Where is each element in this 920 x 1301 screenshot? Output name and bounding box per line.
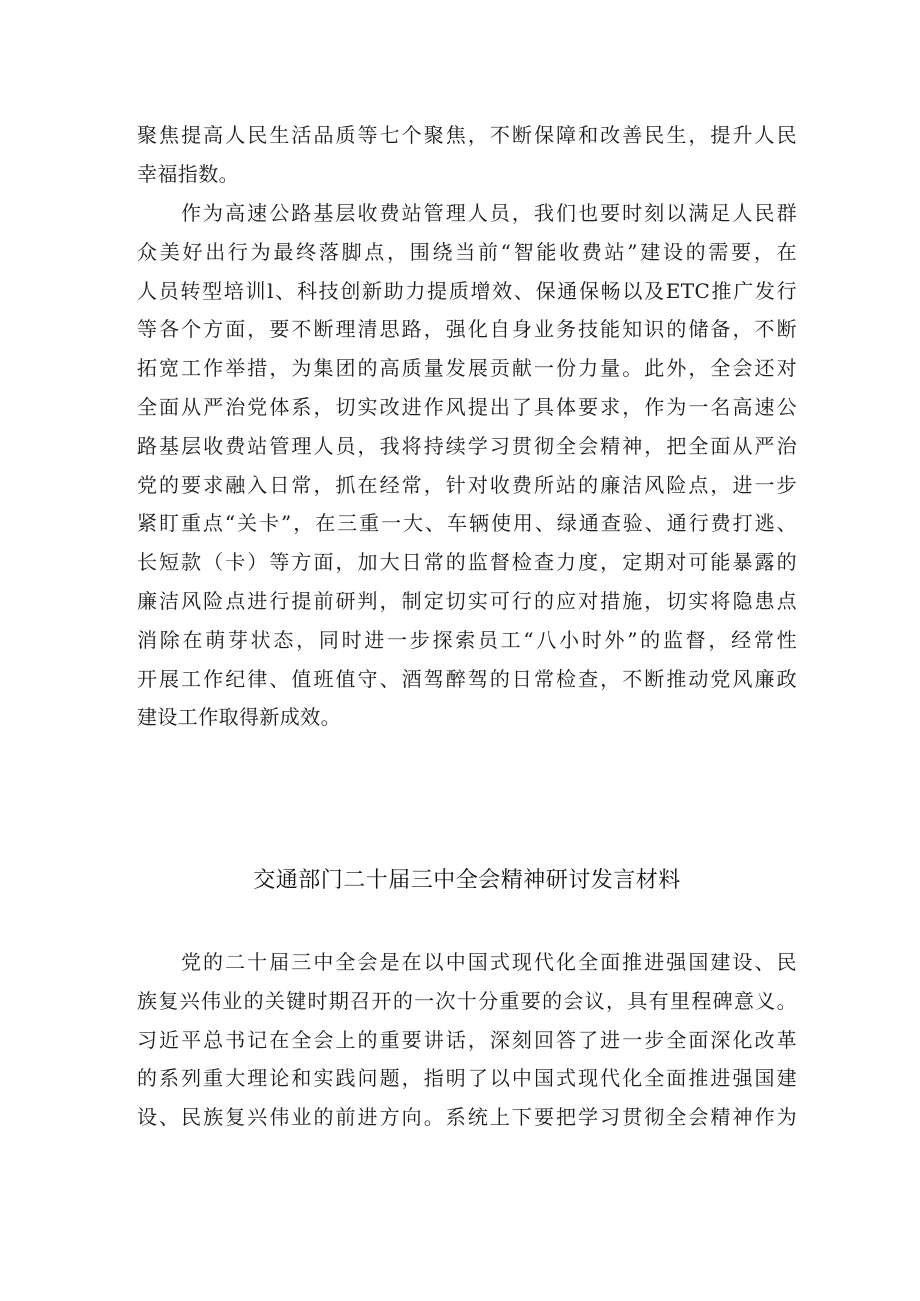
paragraph-line: 拓宽工作举措，为集团的高质量发展贡献一份力量。此外，全会还对 [137,356,797,381]
paragraph-line: 人员转型培训l、科技创新助力提质增效、保通保畅以及ETC推广发行 [137,278,797,303]
paragraph-line: 幸福指数。 [137,161,239,186]
paragraph-continued [137,116,797,194]
paragraph-toll-station-management [137,194,797,737]
paragraph-line: 路基层收费站管理人员，我将持续学习贯彻全会精神，把全面从严治 [137,433,797,458]
paragraph-line: 作为高速公路基层收费站管理人员，我们也要时刻以满足人民群 [181,201,797,225]
paragraph-line: 开展工作纪律、值班值守、酒驾醉驾的日常检查，不断推动党风廉政 [137,666,797,691]
paragraph-line: 等各个方面，要不断理清思路，强化自身业务技能知识的储备，不断 [137,317,797,342]
paragraph-line: 消除在萌芽状态，同时进一步探索员工“八小时外”的监督，经常性 [137,627,797,652]
paragraph-line: 设、民族复兴伟业的前进方向。系统上下要把学习贯彻全会精神作为 [137,1105,797,1130]
paragraph-line: 党的要求融入日常，抓在经常，针对收费所站的廉洁风险点，进一步 [137,472,797,497]
paragraph-line: 紧盯重点“关卡”，在三重一大、车辆使用、绿通查验、通行费打逃、 [137,511,797,536]
paragraph-line: 族复兴伟业的关键时期召开的一次十分重要的会议，具有里程碑意义。 [137,988,797,1013]
paragraph-line: 党的二十届三中全会是在以中国式现代化全面推进强国建设、民 [181,950,797,974]
paragraph-line: 的系列重大理论和实践问题，指明了以中国式现代化全面推进强国建 [137,1066,797,1091]
paragraph-line: 众美好出行为最终落脚点，围绕当前“智能收费站”建设的需要，在 [137,239,797,264]
section-title: 交通部门二十届三中全会精神研讨发言材料 [253,868,681,893]
paragraph-line: 全面从严治党体系，切实改进作风提出了具体要求，作为一名高速公 [137,394,797,419]
paragraph-line: 长短款（卡）等方面，加大日常的监督检查力度，定期对可能暴露的 [137,550,797,575]
paragraph-line: 聚焦提高人民生活品质等七个聚焦，不断保障和改善民生，提升人民 [137,123,797,147]
paragraph-line: 建设工作取得新成效。 [137,705,341,730]
paragraph-line: 廉洁风险点进行提前研判，制定切实可行的应对措施，切实将隐患点 [137,588,797,613]
paragraph-line: 习近平总书记在全会上的重要讲话，深刻回答了进一步全面深化改革 [137,1027,797,1052]
paragraph-plenum-significance [137,943,797,1137]
